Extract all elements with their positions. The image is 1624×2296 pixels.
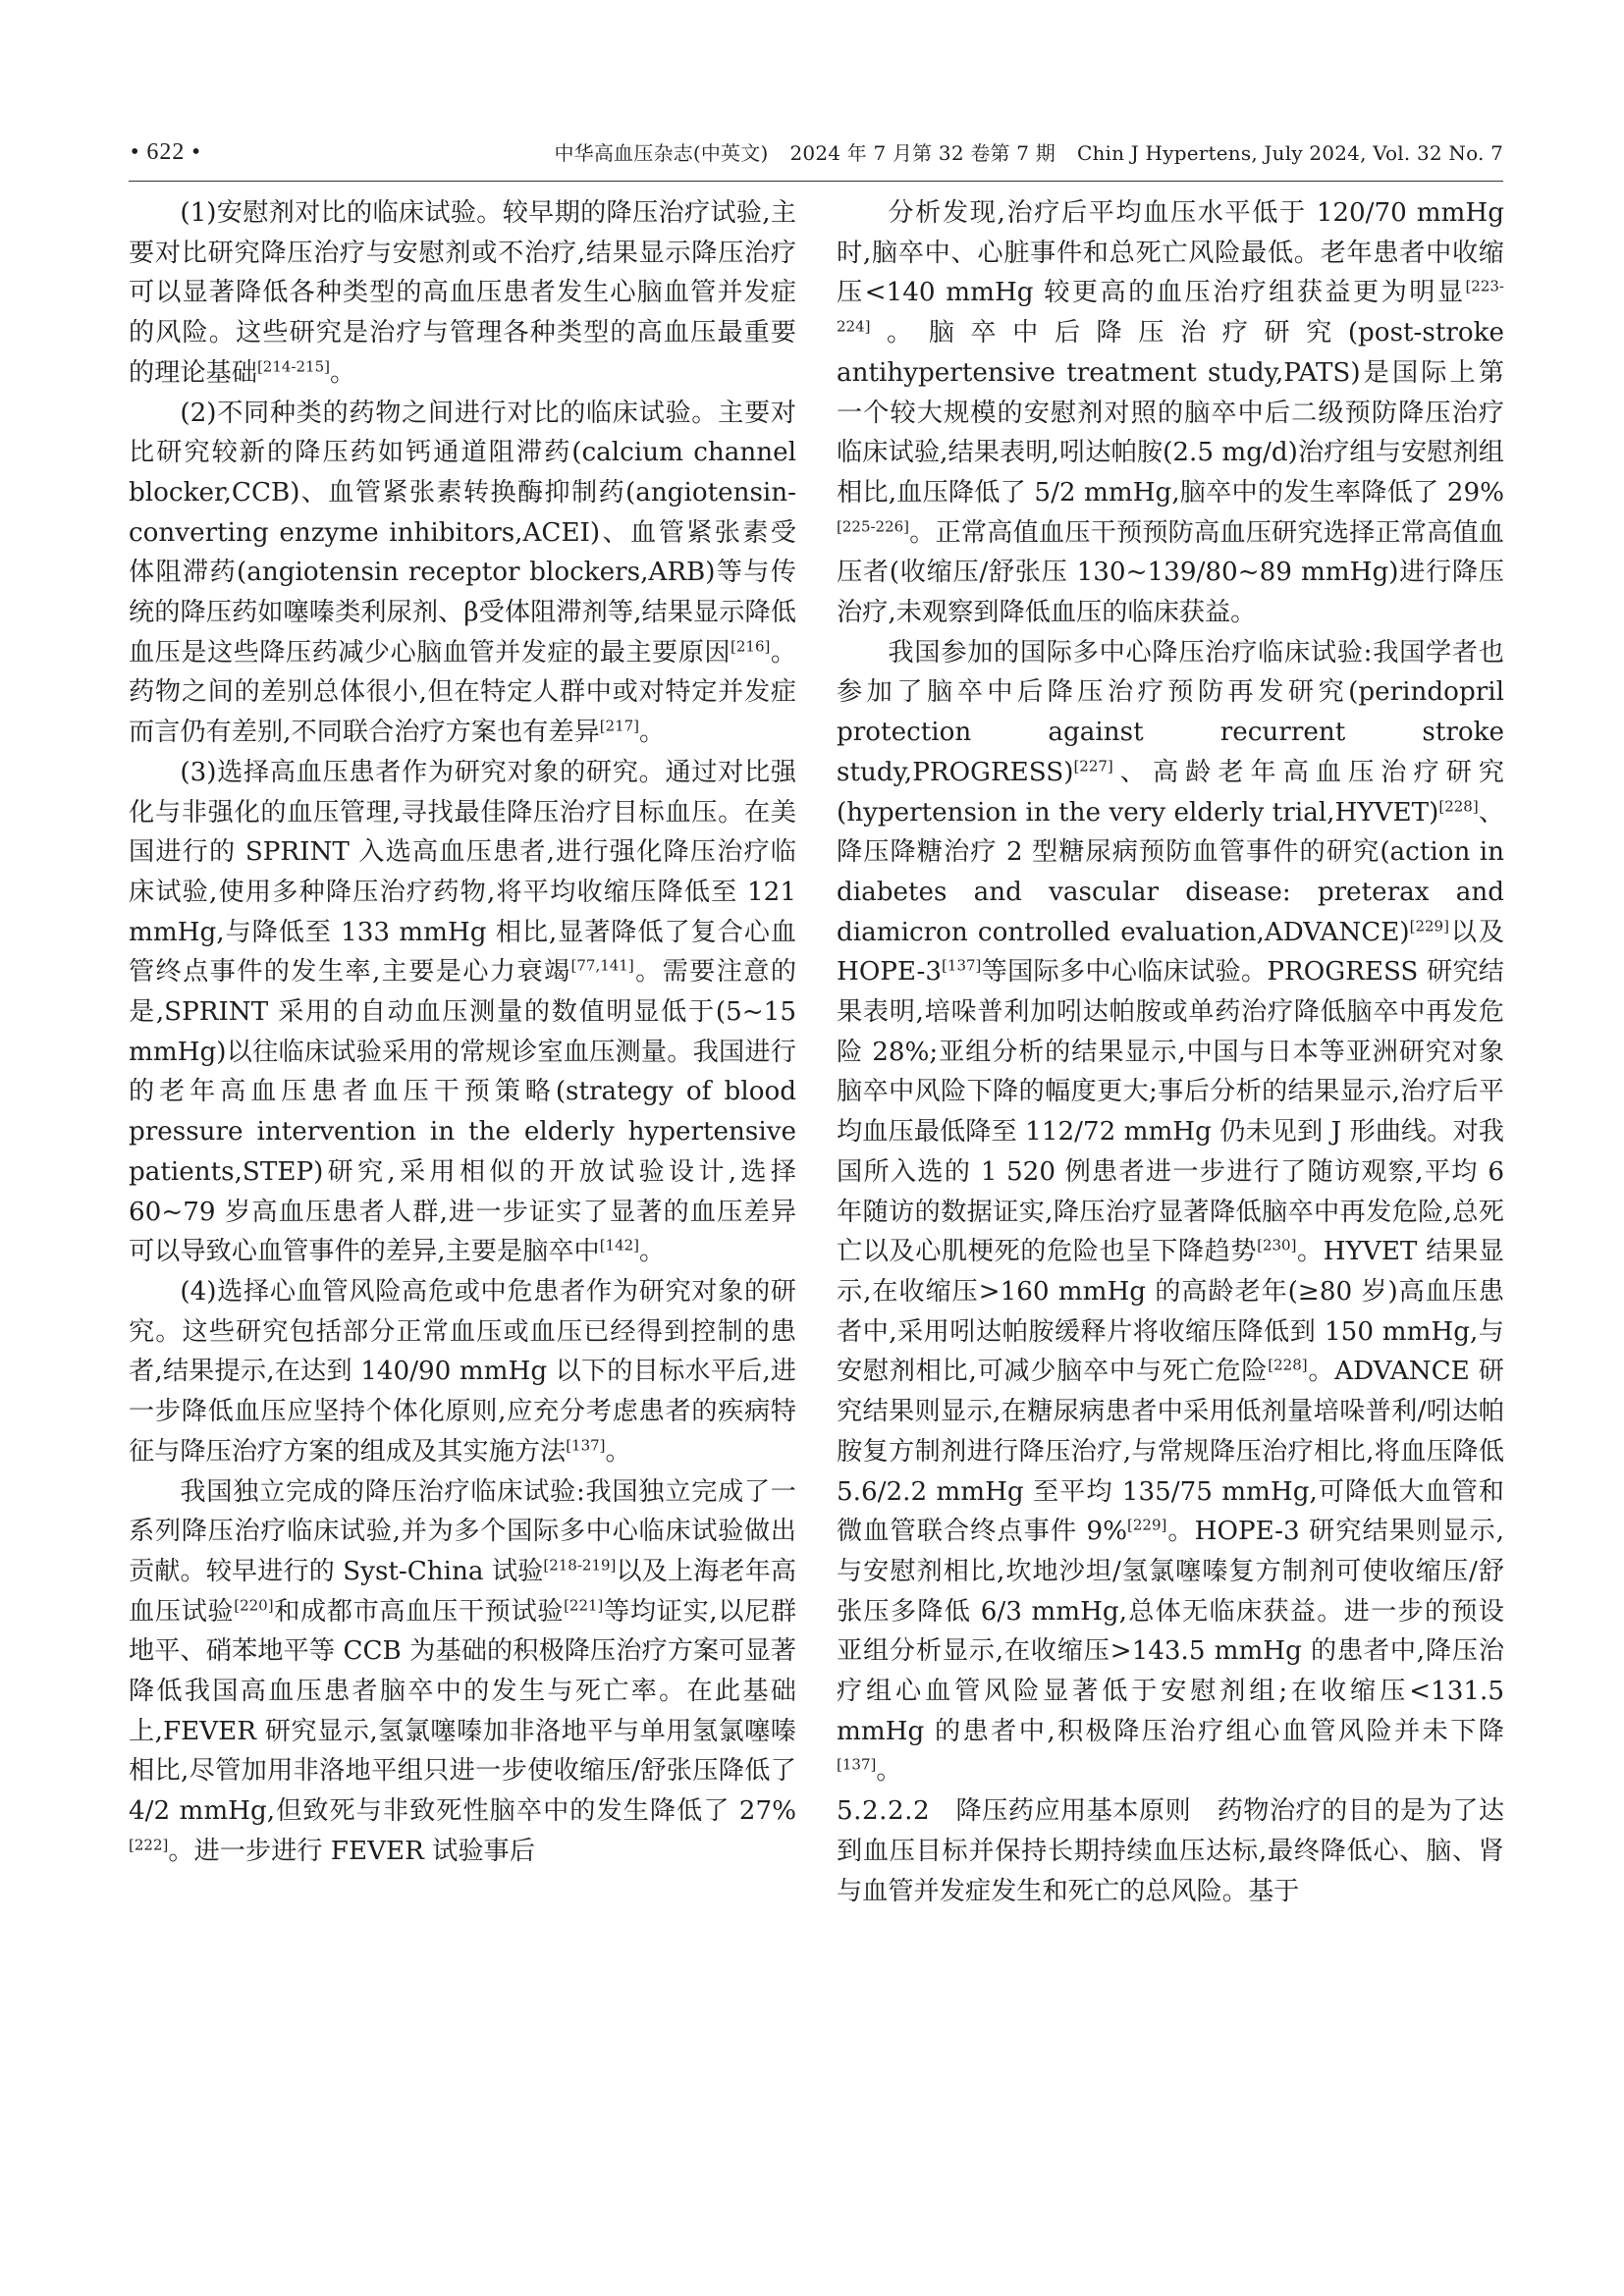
- section-text: 药物治疗的目的是为了达到血压目标并保持长期持续血压达标,最终降低心、脑、肾与血管并发症发生和死亡的总风险。基于: [837, 1796, 1504, 1906]
- section-5-2-2-2: [837, 1791, 1504, 1911]
- right-column: [837, 193, 1504, 2235]
- text-run: 。正常高值血压干预预防高血压研究选择正常高值血压者(收缩压/舒张压 130~139/80~89 mmHg)进行降压治疗,未观察到降低血压的临床获益。: [837, 517, 1504, 628]
- text-run: 我国独立完成的降压治疗临床试验:我国独立完成了一系列降压治疗临床试验,并为多个国际多中心临床试验做出贡献。较早进行的 Syst-China 试验: [129, 1476, 796, 1586]
- paragraph: [129, 1472, 796, 1872]
- journal-title-en: Chin J Hypertens, July 2024, Vol. 32 No. 7: [1076, 141, 1503, 165]
- left-column: [129, 193, 796, 2235]
- text-run: 。: [605, 1436, 631, 1467]
- text-run: 以及上海老年高血压试验: [129, 1556, 796, 1627]
- citation-ref: [222]: [129, 1836, 169, 1854]
- citation-ref: [214-215]: [256, 357, 330, 376]
- text-run: 。ADVANCE 研究结果则显示,在糖尿病患者中采用低剂量培哚普利/吲达帕胺复方制剂进行降压治疗,与常规降压治疗相比,将血压降低 5.6/2.2 mmHg 至平均 135/75 mmHg,可降低大血管和微血管联合终点事件 9%: [837, 1357, 1504, 1547]
- citation-ref: [217]: [599, 717, 640, 735]
- text-run: 和成都市高血压干预试验: [273, 1596, 565, 1627]
- paragraph: [129, 394, 796, 753]
- text-run: 。: [329, 357, 356, 388]
- section-number: 5.2.2.2: [837, 1796, 931, 1827]
- citation-ref: [137]: [566, 1436, 606, 1455]
- text-run: 。: [639, 1237, 666, 1267]
- citation-ref: [230]: [1257, 1236, 1297, 1255]
- text-run: 我国参加的国际多中心降压治疗临床试验:我国学者也参加了脑卒中后降压治疗预防再发研究(perindopril protection against recurrent stroke study,PROGRESS): [837, 637, 1504, 787]
- text-run: 。HOPE-3 研究结果则显示,与安慰剂相比,坎地沙坦/氢氯噻嗪复方制剂可使收缩压/舒张压多降低 6/3 mmHg,总体无临床获益。进一步的预设亚组分析显示,在收缩压>143.5 mmHg 的患者中,降压治疗组心血管风险显著低于安慰剂组;在收缩压<131.5 mmHg 的患者中,积极降压治疗组心血管风险并未下降: [837, 1517, 1504, 1746]
- text-run: 分析发现,治疗后平均血压水平低于 120/70 mmHg 时,脑卒中、心脏事件和总死亡风险最低。老年患者中收缩压<140 mmHg 较更高的血压治疗组获益更为明显: [837, 198, 1504, 308]
- running-header: [129, 137, 1503, 182]
- citation-ref: [137]: [837, 1755, 877, 1774]
- citation-ref: [223-224]: [837, 277, 1504, 336]
- text-run: 、高龄老年高血压治疗研究(hypertension in the very elderly trial,HYVET): [837, 757, 1504, 828]
- citation-ref: [225-226]: [837, 516, 910, 535]
- text-run: (2)不同种类的药物之间进行对比的临床试验。主要对比研究较新的降压药如钙通道阻滞药(calcium channel blocker,CCB)、血管紧张素转换酶抑制药(angiotensin-converting enzyme inhibitors,ACEI)、血管紧张素受体阻滞药(angiotensin receptor blockers,ARB)等与传统的降压药如噻嗪类利尿剂、β受体阻滞剂等,结果显示降低血压是这些降压药减少心脑血管并发症的最主要原因: [129, 398, 796, 667]
- text-run: (4)选择心血管风险高危或中危患者作为研究对象的研究。这些研究包括部分正常血压或血压已经得到控制的患者,结果提示,在达到 140/90 mmHg 以下的目标水平后,进一步降低血压应坚持个体化原则,应充分考虑患者的疾病特征与降压治疗方案的组成及其实施方法: [129, 1276, 796, 1467]
- journal-info: [554, 139, 1503, 167]
- citation-ref: [137]: [942, 956, 982, 975]
- paragraph: [129, 753, 796, 1272]
- paragraph: [129, 193, 796, 394]
- text-run: 。脑卒中后降压治疗研究(post-stroke antihypertensive treatment study,PATS)是国际上第一个较大规模的安慰剂对照的脑卒中后二级预防降压治疗临床试验,结果表明,吲达帕胺(2.5 mg/d)治疗组与安慰剂组相比,血压降低了 5/2 mmHg,脑卒中的发生率降低了 29%: [837, 318, 1504, 507]
- page-number: • 622 •: [131, 139, 201, 165]
- text-run: 等均证实,以尼群地平、硝苯地平等 CCB 为基础的积极降压治疗方案可显著降低我国高血压患者脑卒中的发生与死亡率。在此基础上,FEVER 研究显示,氢氯噻嗪加非洛地平与单用氢氯噻嗪相比,尽管加用非洛地平组只进一步使收缩压/舒张压降低了 4/2 mmHg,但致死与非致死性脑卒中的发生降低了 27%: [129, 1596, 796, 1827]
- citation-ref: [228]: [1438, 796, 1479, 815]
- text-run: 。HYVET 结果显示,在收缩压>160 mmHg 的高龄老年(≥80 岁)高血压患者中,采用吲达帕胺缓释片将收缩压降低到 150 mmHg,与安慰剂相比,可减少脑卒中与死亡危险: [837, 1237, 1504, 1387]
- text-run: (1)安慰剂对比的临床试验。较早期的降压治疗试验,主要对比研究降压治疗与安慰剂或不治疗,结果显示降压治疗可以显著降低各种类型的高血压患者发生心脑血管并发症的风险。这些研究是治疗与管理各种类型的高血压最重要的理论基础: [129, 198, 796, 388]
- citation-ref: [227]: [1073, 757, 1113, 775]
- citation-ref: [221]: [564, 1595, 604, 1614]
- text-run: 、降压降糖治疗 2 型糖尿病预防血管事件的研究(action in diabetes and vascular disease: preterax and diamicron controlled evaluation,ADVANCE): [837, 797, 1504, 947]
- citation-ref: [228]: [1268, 1356, 1308, 1374]
- text-run: (3)选择高血压患者作为研究对象的研究。通过对比强化与非强化的血压管理,寻找最佳降压治疗目标血压。在美国进行的 SPRINT 入选高血压患者,进行强化降压治疗临床试验,使用多种降压治疗药物,将平均收缩压降低至 121 mmHg,与降低至 133 mmHg 相比,显著降低了复合心血管终点事件的发生率,主要是心力衰竭: [129, 757, 796, 988]
- section-title: 降压药应用基本原则: [955, 1796, 1192, 1827]
- text-run: 。: [876, 1756, 902, 1787]
- paragraph: [837, 193, 1504, 633]
- issue-info-cn: 2024 年 7 月第 32 卷第 7 期: [789, 141, 1056, 165]
- citation-ref: [218-219]: [543, 1556, 617, 1575]
- citation-ref: [229]: [1409, 916, 1449, 934]
- paragraph: [837, 633, 1504, 1791]
- text-run: 等国际多中心临床试验。PROGRESS 研究结果表明,培哚普利加吲达帕胺或单药治疗降低脑卒中再发危险 28%;亚组分析的结果显示,中国与日本等亚洲研究对象脑卒中风险下降的幅度更大;事后分析的结果显示,治疗后平均血压最低降至 112/72 mmHg 仍未见到 J 形曲线。对我国所入选的 1 520 例患者进一步进行了随访观察,平均 6 年随访的数据证实,降压治疗显著降低脑卒中再发危险,总死亡以及心肌梗死的危险也呈下降趋势: [837, 957, 1504, 1267]
- citation-ref: [142]: [599, 1236, 640, 1255]
- citation-ref: [220]: [234, 1595, 274, 1614]
- citation-ref: [229]: [1127, 1516, 1167, 1534]
- citation-ref: [77,141]: [570, 956, 634, 975]
- text-run: 以及 HOPE-3: [837, 917, 1504, 988]
- text-run: 。: [639, 718, 666, 748]
- text-run: 。药物之间的差别总体很小,但在特定人群中或对特定并发症而言仍有差别,不同联合治疗方案也有差异: [129, 637, 796, 748]
- paragraph: [129, 1272, 796, 1472]
- text-run: 。需要注意的是,SPRINT 采用的自动血压测量的数值明显低于(5~15 mmHg)以往临床试验采用的常规诊室血压测量。我国进行的老年高血压患者血压干预策略(strategy of blood pressure intervention in the elderly hypertensive patients,STEP)研究,采用相似的开放试验设计,选择 60~79 岁高血压患者人群,进一步证实了显著的血压差异可以导致心血管事件的差异,主要是脑卒中: [129, 957, 796, 1267]
- citation-ref: [216]: [731, 637, 771, 655]
- text-run: 。进一步进行 FEVER 试验事后: [168, 1836, 535, 1866]
- journal-title-cn: 中华高血压杂志(中英文): [554, 141, 769, 165]
